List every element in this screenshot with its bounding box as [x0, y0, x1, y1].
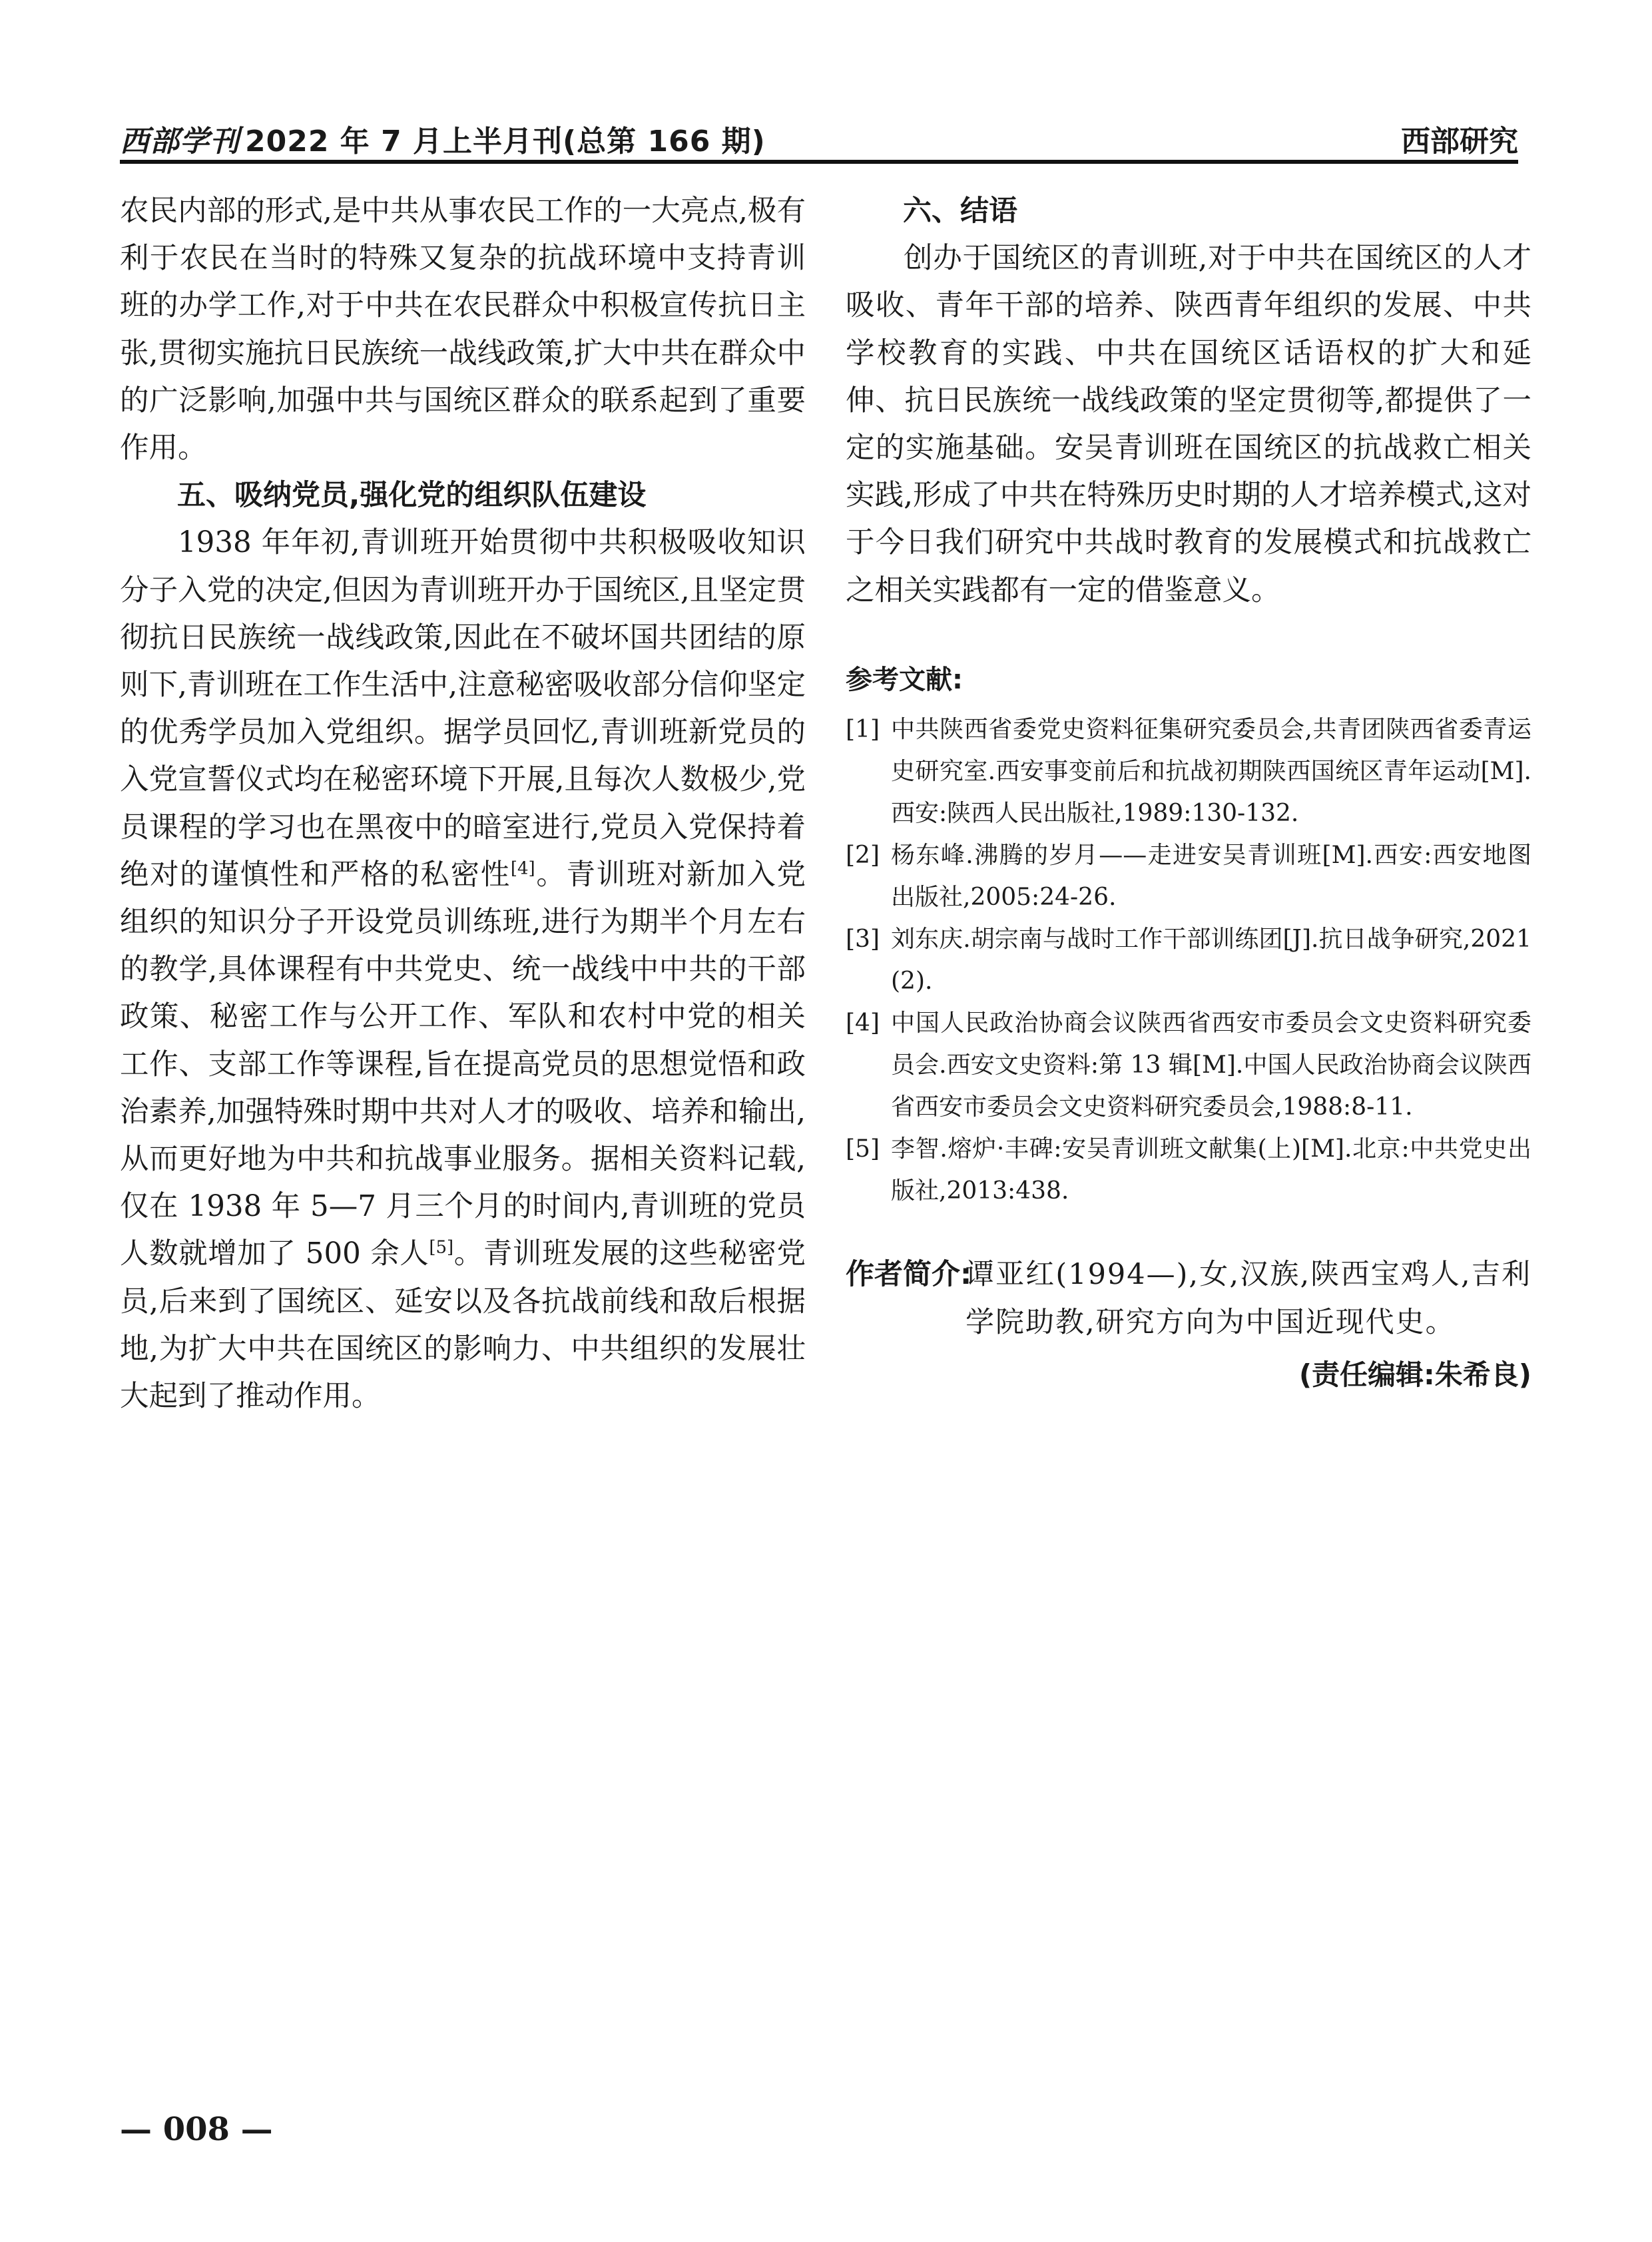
references-heading: 参考文献: — [846, 664, 963, 695]
reference-number: [3] — [846, 925, 880, 953]
reference-number: [4] — [846, 1009, 880, 1037]
paragraph-continued: 农民内部的形式,是中共从事农民工作的一大亮点,极有利于农民在当时的特殊又复杂的抗战环境中支持青训班的办学工作,对于中共在农民群众中积极宣传抗日主张,贯彻实施抗日民族统一战线政策,扩大中共在群众中的广泛影响,加强中共与国统区群众的联系起到了重要作用。 — [120, 194, 806, 465]
author-bio — [846, 1251, 1531, 1346]
page-number: — 008 — — [120, 2111, 273, 2148]
header-rule — [120, 160, 1518, 164]
journal-name: 西部学刊 — [120, 125, 240, 158]
reference-number: [5] — [846, 1135, 880, 1163]
section-name: 西部研究 — [1401, 125, 1518, 158]
header-left — [120, 117, 766, 160]
reference-text: 杨东峰.沸腾的岁月——走进安吴青训班[M].西安:西安地图出版社,2005:24-26. — [891, 841, 1531, 911]
reference-item — [846, 1002, 1531, 1128]
conclusion-paragraph: 创办于国统区的青训班,对于中共在国统区的人才吸收、青年干部的培养、陕西青年组织的发展、中共学校教育的实践、中共在国统区话语权的扩大和延伸、抗日民族统一战线政策的坚定贯彻等,都提供了一定的实施基础。安吴青训班在国统区的抗战救亡相关实践,形成了中共在特殊历史时期的人才培养模式,这对于今日我们研究中共战时教育的发展模式和抗战救亡之相关实践都有一定的借鉴意义。 — [846, 242, 1531, 607]
reference-item — [846, 708, 1531, 834]
author-bio-text: 谭亚红(1994—),女,汉族,陕西宝鸡人,吉利学院助教,研究方向为中国近现代史。 — [965, 1257, 1531, 1339]
responsible-editor: (责任编辑:朱希良) — [1298, 1358, 1531, 1391]
author-bio-label: 作者简介: — [846, 1257, 972, 1291]
reference-text: 李智.熔炉·丰碑:安吴青训班文献集(上)[M].北京:中共党史出版社,2013:438. — [891, 1135, 1531, 1205]
citation-4[interactable]: [4] — [510, 858, 535, 879]
reference-list — [846, 708, 1531, 1212]
right-column — [846, 188, 1531, 1393]
paragraph-text: 1938 年年初,青训班开始贯彻中共积极吸收知识分子入党的决定,但因为青训班开办于国统区,且坚定贯彻抗日民族统一战线政策,因此在不破坏国共团结的原则下,青训班在工作生活中,注意秘密吸收部分信仰坚定的优秀学员加入党组织。据学员回忆,青训班新党员的入党宣誓仪式均在秘密环境下开展,且每次人数极少,党员课程的学习也在黑夜中的暗室进行,党员入党保持着绝对的谨慎性和严格的私密性 — [120, 526, 806, 892]
left-column — [120, 188, 806, 1420]
reference-number: [2] — [846, 841, 880, 869]
paragraph-text: 。青训班发展的这些秘密党员,后来到了国统区、延安以及各抗战前线和敌后根据地,为扩大中共在国统区的影响力、中共组织的发展壮大起到了推动作用。 — [120, 1237, 806, 1414]
running-header — [120, 112, 1518, 158]
paragraph-party-members — [120, 519, 806, 1420]
reference-text: 中国人民政治协商会议陕西省西安市委员会文史资料研究委员会.西安文史资料:第 13 辑[M].中国人民政治协商会议陕西省西安市委员会文史资料研究委员会,1988:8-11. — [891, 1009, 1531, 1121]
citation-5[interactable]: [5] — [429, 1237, 454, 1258]
paragraph-text: 。青训班对新加入党组织的知识分子开设党员训练班,进行为期半个月左右的教学,具体课程有中共党史、统一战线中中共的干部政策、秘密工作与公开工作、军队和农村中党的相关工作、支部工作等课程,旨在提高党员的思想觉悟和政治素养,加强特殊时期中共对人才的吸收、培养和输出,从而更好地为中共和抗战事业服务。据相关资料记载,仅在 1938 年 5—7 月三个月的时间内,青训班的党员人数就增加了 500 余人 — [120, 858, 806, 1271]
section-heading-5: 五、吸纳党员,强化党的组织队伍建设 — [177, 479, 647, 513]
reference-text: 中共陕西省委党史资料征集研究委员会,共青团陕西省委青运史研究室.西安事变前后和抗战初期陕西国统区青年运动[M].西安:陕西人民出版社,1989:130-132. — [891, 715, 1531, 827]
issue-info: 2022 年 7 月上半月刊(总第 166 期) — [245, 125, 766, 158]
section-heading-6: 六、结语 — [903, 194, 1017, 228]
reference-text: 刘东庆.胡宗南与战时工作干部训练团[J].抗日战争研究,2021(2). — [891, 925, 1531, 995]
reference-item — [846, 1128, 1531, 1212]
reference-item — [846, 918, 1531, 1002]
reference-number: [1] — [846, 715, 880, 743]
reference-item — [846, 834, 1531, 918]
